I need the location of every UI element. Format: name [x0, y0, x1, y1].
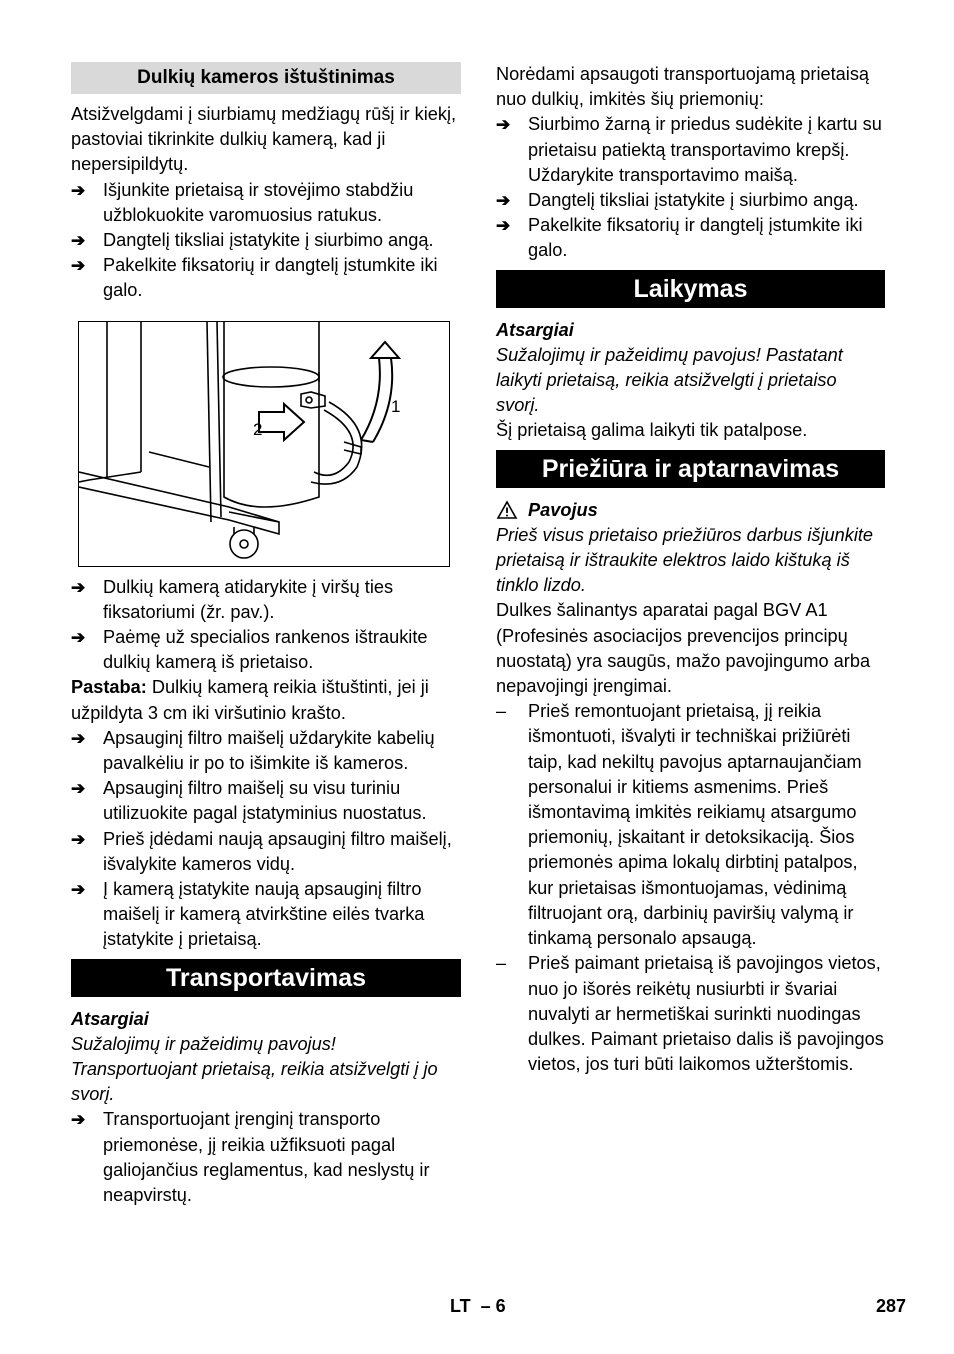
- dash-bullet: –: [496, 701, 507, 722]
- step-item: ➔ Dangtelį tiksliai įstatykite į siurbimo angą.: [71, 228, 461, 253]
- arrow-right-icon: ➔: [71, 231, 86, 251]
- arrow-right-icon: ➔: [71, 628, 86, 648]
- step-item: ➔ Apsauginį filtro maišelį uždarykite kabelių pavalkėliu ir po to išimkite iš kameros.: [71, 726, 461, 776]
- arrow-right-icon: ➔: [71, 728, 86, 748]
- caution-text: Sužalojimų ir pažeidimų pavojus! Pastatant laikyti prietaisą, reikia atsižvelgti į prietaiso svorį.: [496, 344, 843, 416]
- figure-vacuum-chamber: [78, 321, 450, 567]
- figure-label-2: 2: [253, 419, 263, 439]
- section-title-maintenance: Priežiūra ir aptarnavimas: [496, 450, 885, 488]
- arrow-right-icon: ➔: [71, 829, 86, 849]
- section-title-dust-chamber: Dulkių kameros ištuštinimas: [71, 62, 461, 94]
- danger-heading: [496, 498, 885, 523]
- arrow-right-icon: ➔: [496, 216, 511, 236]
- intro-text: Atsižvelgdami į siurbiamų medžiagų rūšį ir kiekį, pastoviai tikrinkite dulkių kamerą, kad ji nepersipildytų.: [71, 104, 457, 175]
- step-item: ➔ Apsauginį filtro maišelį su visu turiniu utilizuokite pagal įstatyminius nuostatus.: [71, 776, 461, 826]
- figure-label-1: 1: [391, 396, 401, 416]
- step-item: ➔ Transportuojant įrenginį transporto priemonėse, jį reikia užfiksuoti pagal galiojančius reglamentus, kad neslystų ir neapvirstų.: [71, 1107, 461, 1208]
- step-item: ➔ Dangtelį tiksliai įstatykite į siurbimo angą.: [496, 188, 885, 213]
- danger-label: Pavojus: [528, 499, 598, 520]
- warning-triangle-icon: [496, 500, 518, 520]
- maint-intro: Dulkes šalinantys aparatai pagal BGV A1 (Profesinės asociacijos prevencijos principų nuostatą) yra saugūs, mažo pavojingumo arba nepavojingi įrengimai.: [496, 600, 871, 697]
- danger-text: Prieš visus prietaiso priežiūros darbus išjunkite prietaisą ir ištraukite elektros laido kištuką iš tinklo lizdo.: [496, 524, 874, 596]
- step-item: ➔ Prieš įdėdami naują apsauginį filtro maišelį, išvalykite kameros vidų.: [71, 827, 461, 877]
- left-column: [71, 62, 461, 1208]
- caution-label: Atsargiai: [71, 1008, 149, 1029]
- arrow-right-icon: ➔: [71, 779, 86, 799]
- step-item: ➔ Pakelkite fiksatorių ir dangtelį įstumkite iki galo.: [71, 253, 461, 303]
- arrow-right-icon: ➔: [71, 577, 86, 597]
- caution-label: Atsargiai: [496, 319, 574, 340]
- dash-item: – Prieš paimant prietaisą iš pavojingos vietos, nuo jo išorės reikėtų nusiurbti ir švariai nuvalyti ar hermetiškai surinkti nuodingas dulkes. Paimant prietaiso dalis iš pavojingos vietos, jos turi būti laikomos užterštomis.: [496, 951, 885, 1077]
- arrow-right-icon: ➔: [71, 180, 86, 200]
- dash-bullet: –: [496, 953, 507, 974]
- step-item: ➔ Pakelkite fiksatorių ir dangtelį įstumkite iki galo.: [496, 213, 885, 263]
- arrow-right-icon: ➔: [71, 1110, 86, 1130]
- section-title-transport: Transportavimas: [71, 959, 461, 997]
- arrow-right-icon: ➔: [71, 880, 86, 900]
- dash-item: – Prieš remontuojant prietaisą, jį reikia išmontuoti, išvalyti ir techniškai prižiūrėti taip, kad nekiltų pavojus aptarnaujančiam personalui ir kitiems asmenims. Prieš išmontavimą imkitės reikiamų atsargumo priemonių, įskaitant ir detoksikaciją. Šios priemonės apima lokalų dirbtinį patalpos, kur prietaisas išmontuojamas, vėdinimą filtruojant orą, darbinių paviršių valymą ir tinkamą personalo apsaugą.: [496, 699, 885, 951]
- step-item: ➔ Siurbimo žarną ir priedus sudėkite į kartu su prietaisu patiektą transportavimo krepšį. Uždarykite transportavimo maišą.: [496, 112, 885, 188]
- right-column: [496, 62, 885, 1077]
- arrow-right-icon: ➔: [496, 115, 511, 135]
- note-text: Dulkių kamerą reikia ištuštinti, jei ji užpildyta 3 cm iki viršutinio krašto.: [71, 677, 429, 723]
- footer-lang: LT – 6: [450, 1296, 506, 1316]
- intro-text: Norėdami apsaugoti transportuojamą prietaisą nuo dulkių, imkitės šių priemonių:: [496, 64, 870, 110]
- section-title-storage: Laikymas: [496, 270, 885, 308]
- step-item: ➔ Dulkių kamerą atidarykite į viršų ties fiksatoriumi (žr. pav.).: [71, 575, 461, 625]
- step-item: ➔ Į kamerą įstatykite naują apsauginį filtro maišelį ir kamerą atvirkštine eilės tvarka įstatykite į prietaisą.: [71, 877, 461, 953]
- step-item: ➔ Išjunkite prietaisą ir stovėjimo stabdžiu užblokuokite varomuosius ratukus.: [71, 178, 461, 228]
- footer-page-number: 287: [876, 1296, 907, 1316]
- vacuum-illustration: [79, 322, 449, 566]
- note-label: Pastaba:: [71, 677, 147, 698]
- arrow-right-icon: ➔: [71, 256, 86, 276]
- note-paragraph: [71, 675, 461, 725]
- step-item: ➔ Paėmę už specialios rankenos ištraukite dulkių kamerą iš prietaiso.: [71, 625, 461, 675]
- arrow-right-icon: ➔: [496, 191, 511, 211]
- storage-note: Šį prietaisą galima laikyti tik patalpose.: [496, 420, 808, 441]
- caution-text: Sužalojimų ir pažeidimų pavojus! Transportuojant prietaisą, reikia atsižvelgti į jo svorį.: [71, 1033, 438, 1105]
